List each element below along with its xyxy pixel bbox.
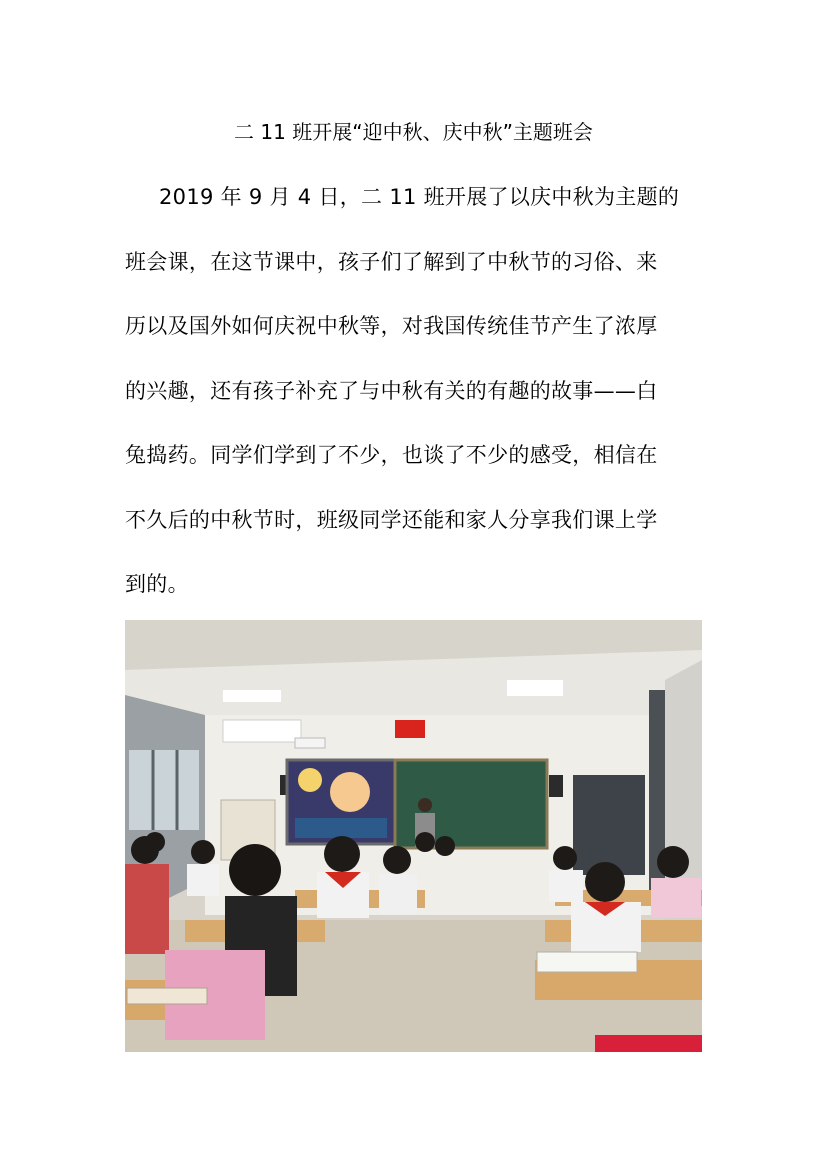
paragraph-line: 兔捣药。同学们学到了不少，也谈了不少的感受，相信在: [125, 443, 658, 467]
classroom-photo: [125, 620, 702, 1052]
paragraph-line: 班会课，在这节课中，孩子们了解到了中秋节的习俗、来: [125, 249, 658, 274]
document-title: 二 11 班开展“迎中秋、庆中秋”主题班会: [234, 120, 593, 144]
paragraph-line: 不久后的中秋节时，班级同学还能和家人分享我们课上学: [125, 507, 658, 532]
classroom-photo-illustration: [125, 620, 702, 1052]
paragraph-line: 到的。: [125, 572, 189, 596]
paragraph-line: 2019 年 9 月 4 日，二 11 班开展了以庆中秋为主题的: [159, 185, 680, 209]
paragraph-line: 的兴趣，还有孩子补充了与中秋有关的有趣的故事——白: [125, 378, 658, 403]
paragraph-line: 历以及国外如何庆祝中秋等，对我国传统佳节产生了浓厚: [125, 314, 658, 338]
article-paragraph: [125, 180, 685, 632]
